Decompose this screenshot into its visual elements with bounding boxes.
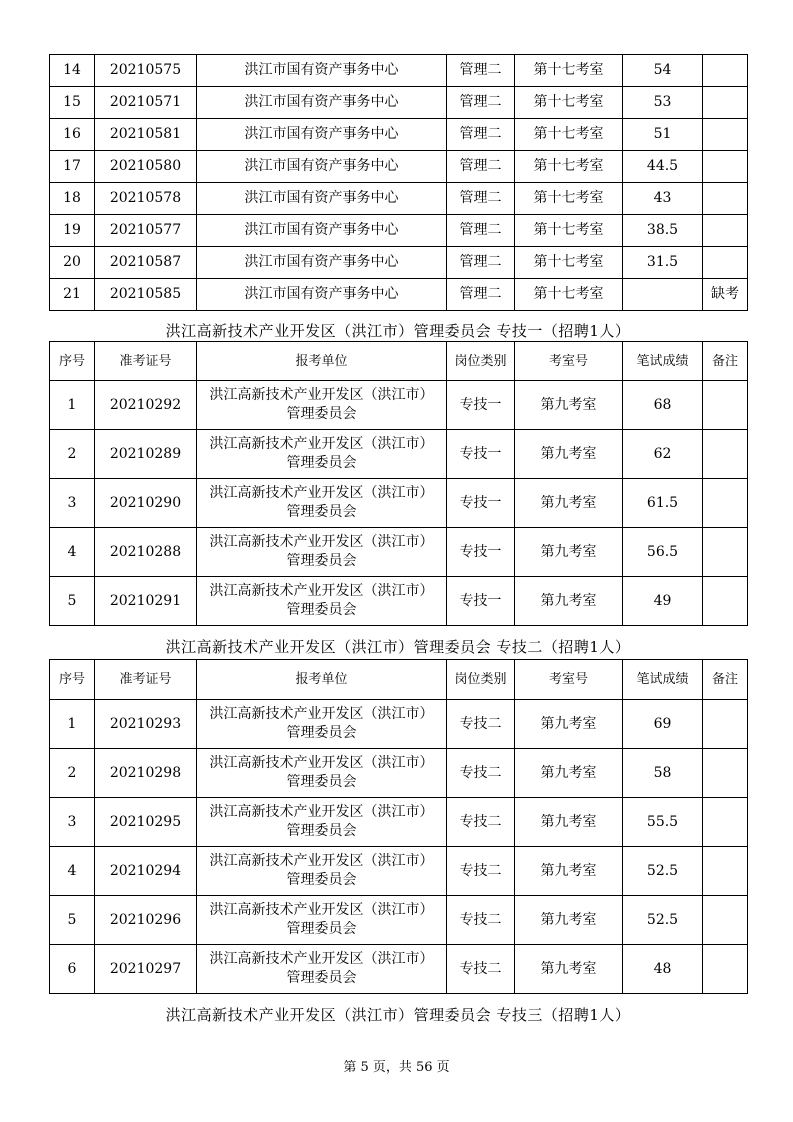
cell-room: 第九考室 [515, 430, 623, 479]
score-table-zj1 [49, 341, 748, 626]
table-body [50, 55, 748, 311]
cell-unit: 洪江市国有资产事务中心 [197, 279, 447, 311]
cell-unit: 洪江市国有资产事务中心 [197, 151, 447, 183]
cell-unit: 洪江高新技术产业开发区（洪江市）管理委员会 [197, 700, 447, 749]
section-title-zj1: 洪江高新技术产业开发区（洪江市）管理委员会 专技一（招聘1人） [165, 322, 631, 340]
header-exam-id: 准考证号 [95, 342, 197, 381]
cell-note [703, 151, 748, 183]
cell-room: 第九考室 [515, 945, 623, 994]
page-footer: 第 5 页，共 56 页 [343, 1060, 450, 1075]
table-row [50, 87, 748, 119]
cell-score: 51 [623, 119, 703, 151]
cell-score: 68 [623, 381, 703, 430]
table-row [50, 55, 748, 87]
header-room: 考室号 [515, 342, 623, 381]
cell-room: 第十七考室 [515, 247, 623, 279]
cell-room: 第十七考室 [515, 183, 623, 215]
cell-exam-id: 20210585 [95, 279, 197, 311]
table-row [50, 183, 748, 215]
cell-score: 49 [623, 577, 703, 626]
header-category: 岗位类别 [447, 342, 515, 381]
cell-score: 44.5 [623, 151, 703, 183]
cell-exam-id: 20210297 [95, 945, 197, 994]
cell-seq: 17 [50, 151, 95, 183]
header-note: 备注 [703, 660, 748, 700]
cell-note [703, 87, 748, 119]
cell-unit: 洪江市国有资产事务中心 [197, 87, 447, 119]
cell-score [623, 279, 703, 311]
cell-seq: 4 [50, 847, 95, 896]
header-seq: 序号 [50, 342, 95, 381]
header-unit: 报考单位 [197, 660, 447, 700]
table-row [50, 247, 748, 279]
table-row [50, 798, 748, 847]
table-header-row [50, 342, 748, 381]
cell-category: 专技二 [447, 798, 515, 847]
cell-score: 43 [623, 183, 703, 215]
cell-exam-id: 20210295 [95, 798, 197, 847]
cell-unit: 洪江高新技术产业开发区（洪江市）管理委员会 [197, 945, 447, 994]
cell-unit: 洪江市国有资产事务中心 [197, 247, 447, 279]
score-table-zj2 [49, 659, 748, 994]
cell-seq: 5 [50, 577, 95, 626]
cell-exam-id: 20210578 [95, 183, 197, 215]
cell-note: 缺考 [703, 279, 748, 311]
cell-exam-id: 20210298 [95, 749, 197, 798]
cell-seq: 20 [50, 247, 95, 279]
cell-unit: 洪江高新技术产业开发区（洪江市）管理委员会 [197, 577, 447, 626]
cell-exam-id: 20210292 [95, 381, 197, 430]
table-row [50, 279, 748, 311]
cell-note [703, 247, 748, 279]
cell-exam-id: 20210587 [95, 247, 197, 279]
cell-note [703, 577, 748, 626]
cell-category: 专技二 [447, 896, 515, 945]
header-exam-id: 准考证号 [95, 660, 197, 700]
cell-note [703, 55, 748, 87]
cell-room: 第十七考室 [515, 119, 623, 151]
table-row [50, 430, 748, 479]
cell-exam-id: 20210289 [95, 430, 197, 479]
table-row [50, 119, 748, 151]
table-body [50, 700, 748, 994]
header-category: 岗位类别 [447, 660, 515, 700]
cell-exam-id: 20210294 [95, 847, 197, 896]
header-score: 笔试成绩 [623, 342, 703, 381]
cell-room: 第九考室 [515, 479, 623, 528]
table-row [50, 847, 748, 896]
cell-category: 管理二 [447, 151, 515, 183]
section-title-zj3: 洪江高新技术产业开发区（洪江市）管理委员会 专技三（招聘1人） [165, 1006, 631, 1024]
cell-seq: 4 [50, 528, 95, 577]
table-row [50, 577, 748, 626]
cell-exam-id: 20210581 [95, 119, 197, 151]
table-row [50, 215, 748, 247]
cell-category: 专技二 [447, 847, 515, 896]
cell-score: 31.5 [623, 247, 703, 279]
cell-score: 54 [623, 55, 703, 87]
cell-note [703, 119, 748, 151]
cell-category: 专技一 [447, 479, 515, 528]
cell-unit: 洪江高新技术产业开发区（洪江市）管理委员会 [197, 381, 447, 430]
cell-unit: 洪江市国有资产事务中心 [197, 215, 447, 247]
cell-category: 专技一 [447, 528, 515, 577]
cell-exam-id: 20210291 [95, 577, 197, 626]
cell-seq: 2 [50, 749, 95, 798]
cell-note [703, 896, 748, 945]
cell-room: 第十七考室 [515, 55, 623, 87]
cell-unit: 洪江高新技术产业开发区（洪江市）管理委员会 [197, 749, 447, 798]
cell-score: 52.5 [623, 896, 703, 945]
table-row [50, 528, 748, 577]
cell-category: 专技二 [447, 945, 515, 994]
header-room: 考室号 [515, 660, 623, 700]
cell-note [703, 749, 748, 798]
cell-exam-id: 20210296 [95, 896, 197, 945]
cell-seq: 15 [50, 87, 95, 119]
cell-seq: 3 [50, 798, 95, 847]
cell-category: 管理二 [447, 215, 515, 247]
cell-room: 第十七考室 [515, 151, 623, 183]
table-row [50, 945, 748, 994]
cell-category: 管理二 [447, 87, 515, 119]
header-note: 备注 [703, 342, 748, 381]
cell-score: 55.5 [623, 798, 703, 847]
cell-category: 专技二 [447, 749, 515, 798]
cell-score: 48 [623, 945, 703, 994]
table-row [50, 381, 748, 430]
cell-unit: 洪江高新技术产业开发区（洪江市）管理委员会 [197, 896, 447, 945]
table-row [50, 151, 748, 183]
cell-category: 专技一 [447, 577, 515, 626]
cell-room: 第九考室 [515, 700, 623, 749]
cell-category: 管理二 [447, 55, 515, 87]
cell-category: 专技一 [447, 430, 515, 479]
cell-unit: 洪江高新技术产业开发区（洪江市）管理委员会 [197, 479, 447, 528]
cell-category: 专技二 [447, 700, 515, 749]
cell-note [703, 381, 748, 430]
cell-seq: 1 [50, 381, 95, 430]
cell-unit: 洪江市国有资产事务中心 [197, 119, 447, 151]
cell-room: 第十七考室 [515, 87, 623, 119]
table-row [50, 749, 748, 798]
section-title-zj2: 洪江高新技术产业开发区（洪江市）管理委员会 专技二（招聘1人） [165, 638, 631, 656]
cell-category: 管理二 [447, 119, 515, 151]
cell-exam-id: 20210293 [95, 700, 197, 749]
cell-room: 第九考室 [515, 528, 623, 577]
cell-unit: 洪江市国有资产事务中心 [197, 55, 447, 87]
cell-note [703, 945, 748, 994]
cell-score: 56.5 [623, 528, 703, 577]
cell-exam-id: 20210290 [95, 479, 197, 528]
cell-exam-id: 20210577 [95, 215, 197, 247]
cell-note [703, 183, 748, 215]
cell-room: 第十七考室 [515, 215, 623, 247]
cell-seq: 6 [50, 945, 95, 994]
cell-score: 58 [623, 749, 703, 798]
cell-seq: 18 [50, 183, 95, 215]
table-row [50, 896, 748, 945]
cell-unit: 洪江高新技术产业开发区（洪江市）管理委员会 [197, 528, 447, 577]
cell-exam-id: 20210575 [95, 55, 197, 87]
cell-room: 第九考室 [515, 577, 623, 626]
cell-seq: 19 [50, 215, 95, 247]
cell-seq: 2 [50, 430, 95, 479]
cell-category: 管理二 [447, 183, 515, 215]
cell-category: 管理二 [447, 279, 515, 311]
cell-note [703, 847, 748, 896]
header-score: 笔试成绩 [623, 660, 703, 700]
cell-exam-id: 20210288 [95, 528, 197, 577]
cell-seq: 5 [50, 896, 95, 945]
cell-category: 专技一 [447, 381, 515, 430]
cell-room: 第九考室 [515, 381, 623, 430]
cell-seq: 16 [50, 119, 95, 151]
cell-note [703, 215, 748, 247]
cell-score: 38.5 [623, 215, 703, 247]
cell-room: 第九考室 [515, 749, 623, 798]
cell-score: 53 [623, 87, 703, 119]
cell-room: 第九考室 [515, 896, 623, 945]
cell-room: 第十七考室 [515, 279, 623, 311]
cell-room: 第九考室 [515, 798, 623, 847]
table-body [50, 381, 748, 626]
cell-category: 管理二 [447, 247, 515, 279]
table-row [50, 479, 748, 528]
cell-unit: 洪江高新技术产业开发区（洪江市）管理委员会 [197, 430, 447, 479]
cell-score: 61.5 [623, 479, 703, 528]
cell-seq: 14 [50, 55, 95, 87]
cell-note [703, 528, 748, 577]
cell-exam-id: 20210580 [95, 151, 197, 183]
cell-score: 52.5 [623, 847, 703, 896]
header-seq: 序号 [50, 660, 95, 700]
cell-seq: 1 [50, 700, 95, 749]
cell-unit: 洪江高新技术产业开发区（洪江市）管理委员会 [197, 798, 447, 847]
cell-note [703, 479, 748, 528]
score-table-management-2 [49, 54, 748, 311]
cell-seq: 21 [50, 279, 95, 311]
cell-unit: 洪江高新技术产业开发区（洪江市）管理委员会 [197, 847, 447, 896]
cell-note [703, 430, 748, 479]
cell-exam-id: 20210571 [95, 87, 197, 119]
cell-score: 69 [623, 700, 703, 749]
cell-room: 第九考室 [515, 847, 623, 896]
cell-seq: 3 [50, 479, 95, 528]
cell-score: 62 [623, 430, 703, 479]
cell-note [703, 700, 748, 749]
header-unit: 报考单位 [197, 342, 447, 381]
table-header-row [50, 660, 748, 700]
cell-note [703, 798, 748, 847]
table-row [50, 700, 748, 749]
cell-unit: 洪江市国有资产事务中心 [197, 183, 447, 215]
